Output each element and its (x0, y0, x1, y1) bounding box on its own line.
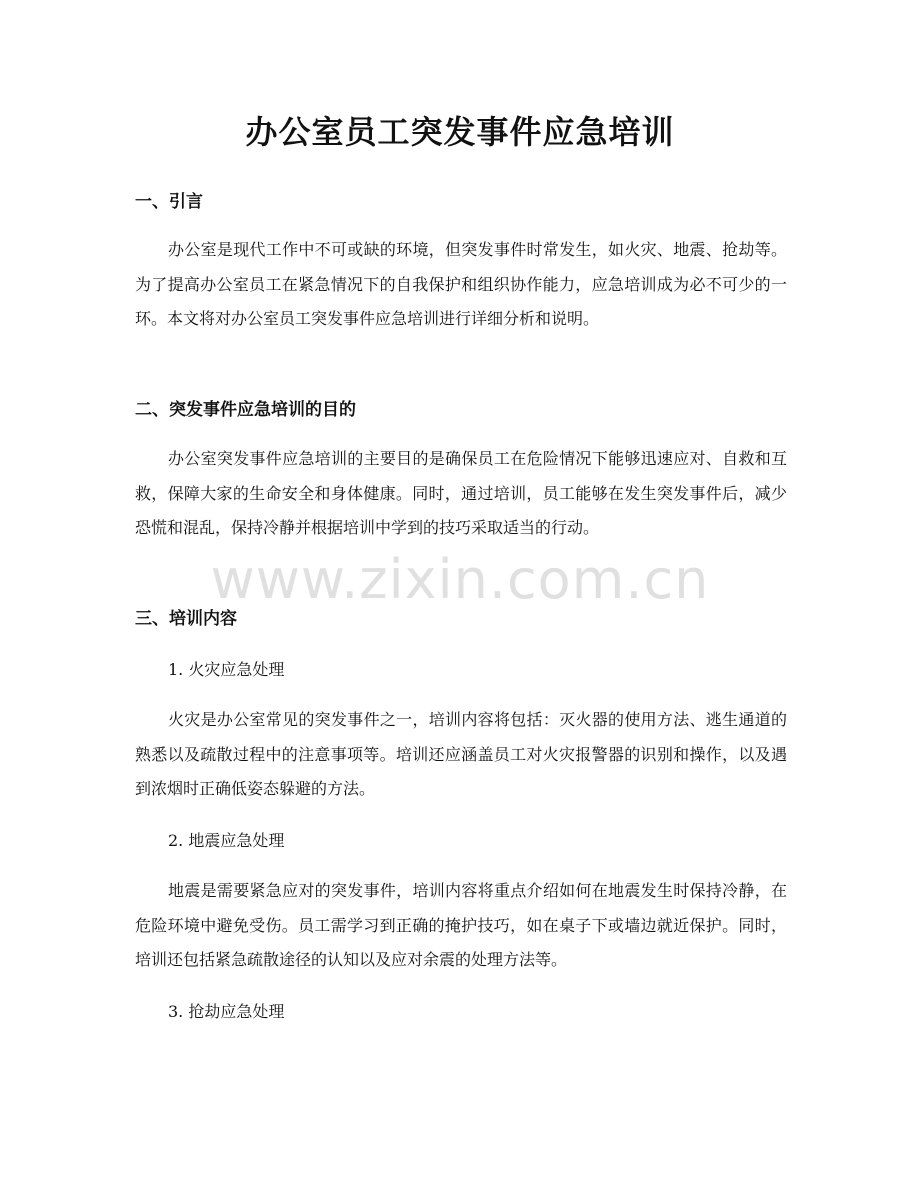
section-heading-introduction: 一、引言 (135, 192, 203, 212)
subheading-earthquake: 2. 地震应急处理 (168, 831, 285, 850)
section-paragraph-purpose: 办公室突发事件应急培训的主要目的是确保员工在危险情况下能够迅速应对、自救和互救，保障大家的生命安全和身体健康。同时，通过培训，员工能够在发生突发事件后，减少恐慌和混乱，保持冷静并根据培训中学到的技巧采取适当的行动。 (135, 449, 787, 537)
document-title: 办公室员工突发事件应急培训 (245, 113, 675, 151)
paragraph-fire: 火灾是办公室常见的突发事件之一，培训内容将包括：灭火器的使用方法、逃生通道的熟悉以及疏散过程中的注意事项等。培训还应涵盖员工对火灾报警器的识别和操作，以及遇到浓烟时正确低姿态躲避的方法。 (135, 710, 787, 798)
section-paragraph-introduction: 办公室是现代工作中不可或缺的环境，但突发事件时常发生，如火灾、地震、抢劫等。为了提高办公室员工在紧急情况下的自我保护和组织协作能力，应急培训成为必不可少的一环。本文将对办公室员工突发事件应急培训进行详细分析和说明。 (135, 240, 787, 328)
subheading-fire: 1. 火灾应急处理 (168, 660, 285, 679)
watermark-text: www.zixin.com.cn (210, 548, 710, 611)
section-heading-training-content: 三、培训内容 (135, 609, 237, 629)
section-heading-purpose: 二、突发事件应急培训的目的 (135, 400, 356, 420)
subheading-robbery: 3. 抢劫应急处理 (168, 1002, 285, 1021)
paragraph-earthquake: 地震是需要紧急应对的突发事件，培训内容将重点介绍如何在地震发生时保持冷静，在危险环境中避免受伤。员工需学习到正确的掩护技巧，如在桌子下或墙边就近保护。同时，培训还包括紧急疏散途径的认知以及应对余震的处理方法等。 (135, 881, 787, 969)
